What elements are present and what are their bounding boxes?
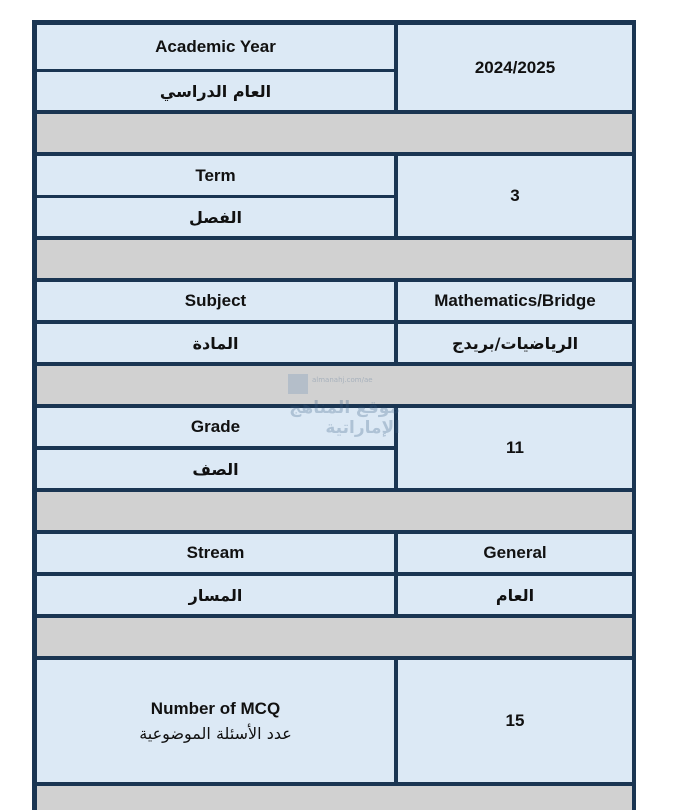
stream-label: Stream	[37, 534, 394, 572]
row-separator	[37, 786, 632, 810]
mcq-label-ar: عدد الأسئلة الموضوعية	[139, 723, 292, 743]
mcq-value: 15	[398, 660, 632, 782]
watermark-url: almanahj.com/ae	[312, 376, 373, 384]
row-separator	[37, 114, 632, 152]
stream-value: General	[398, 534, 632, 572]
term-label: Term	[37, 156, 394, 195]
row-separator	[37, 618, 632, 656]
academic-year-label: Academic Year	[37, 25, 394, 69]
stream-label-ar: المسار	[37, 576, 394, 614]
grade-value: 11	[398, 408, 632, 488]
mcq-label-en: Number of MCQ	[150, 699, 281, 719]
subject-label-ar: المادة	[37, 324, 394, 362]
grade-label-ar: الصف	[37, 450, 394, 488]
watermark-title: موقع المناهج الإماراتية	[289, 398, 400, 438]
mcq-label	[37, 660, 394, 782]
row-separator	[37, 240, 632, 278]
row-separator	[37, 366, 632, 404]
academic-year-label-ar: العام الدراسي	[37, 72, 394, 110]
subject-value: Mathematics/Bridge	[398, 282, 632, 320]
term-label-ar: الفصل	[37, 198, 394, 236]
subject-label: Subject	[37, 282, 394, 320]
term-value: 3	[398, 156, 632, 236]
row-separator	[37, 492, 632, 530]
stream-value-ar: العام	[398, 576, 632, 614]
subject-value-ar: الرياضيات/بريدج	[398, 324, 632, 362]
grade-label: Grade	[37, 408, 394, 446]
academic-year-value: 2024/2025	[398, 25, 632, 110]
